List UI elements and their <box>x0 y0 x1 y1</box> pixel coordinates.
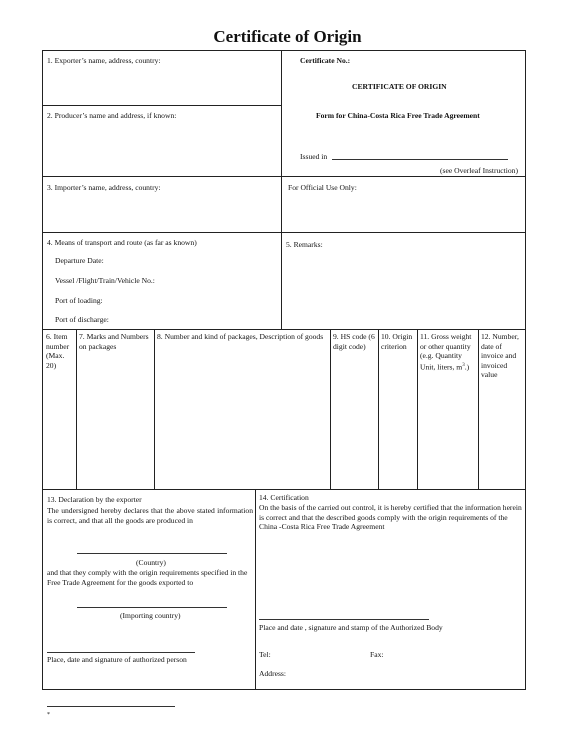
issued-in-label: Issued in <box>300 152 328 161</box>
footnote-mark: * <box>47 712 50 718</box>
col-divider-12 <box>478 329 479 489</box>
port-discharge-label: Port of discharge: <box>55 315 109 324</box>
see-overleaf-note: (see Overleaf Instruction) <box>440 166 519 175</box>
port-loading-label: Port of loading: <box>55 296 103 305</box>
certificate-no-label: Certificate No.: <box>300 56 351 65</box>
importing-country-field[interactable] <box>77 607 227 608</box>
column-11-text: 11. Gross weight or other quantity (e.g. Quantity Unit, liters, m <box>420 332 472 372</box>
address-label: Address: <box>259 669 286 678</box>
col-divider-11 <box>417 329 418 489</box>
box13-comply-text: and that they comply with the origin requirements specified in the Free Trade Agreement for the goods exported to <box>47 568 248 587</box>
box3-label: 3. Importer’s name, address, country: <box>47 183 161 192</box>
column-11-superscript: 3 <box>462 362 465 368</box>
column-6-header: 6. Item number (Max. 20) <box>46 332 70 370</box>
divider-1-2 <box>42 105 281 106</box>
authority-signature-label: Place and date , signature and stamp of the Authorized Body <box>259 623 443 632</box>
exporter-signature-label: Place, date and signature of authorized person <box>47 655 187 664</box>
form-for-label: Form for China-Costa Rica Free Trade Agreement <box>316 111 480 120</box>
issued-in-field[interactable] <box>332 159 508 160</box>
box13-label: 13. Declaration by the exporter <box>47 495 142 504</box>
column-8-header: 8. Number and kind of packages, Description of goods <box>157 332 324 341</box>
certificate-heading: CERTIFICATE OF ORIGIN <box>352 82 447 91</box>
divider-3-4 <box>42 232 526 233</box>
column-9-header: 9. HS code (6 digit code) <box>333 332 375 351</box>
authority-signature-field[interactable] <box>259 619 429 620</box>
box14-certification-text: On the basis of the carried out control, it is hereby certified that the information herein is correct and that the described goods comply with the origin requirements of the China -Costa Rica Free Trade Agreement <box>259 503 522 531</box>
box1-label: 1. Exporter’s name, address, country: <box>47 56 161 65</box>
country-field[interactable] <box>77 553 227 554</box>
vessel-label: Vessel /Flight/Train/Vehicle No.: <box>55 276 155 285</box>
footnote-rule <box>47 706 175 707</box>
col-divider-7 <box>76 329 77 489</box>
col-divider-9 <box>330 329 331 489</box>
divider-2-3 <box>42 176 526 177</box>
box4-label: 4. Means of transport and route (as far as known) <box>47 238 197 247</box>
column-10-header: 10. Origin criterion <box>381 332 413 351</box>
box13-declaration-text: The undersigned hereby declares that the above stated information is correct, and that all the goods are produced in <box>47 506 253 525</box>
column-7-header: 7. Marks and Numbers on packages <box>79 332 149 351</box>
column-12-header: 12. Number, date of invoice and invoiced value <box>481 332 519 379</box>
divider-4-6 <box>42 329 526 330</box>
importing-country-label: (Importing country) <box>120 611 181 620</box>
column-11-end: .) <box>464 362 470 372</box>
exporter-signature-field[interactable] <box>47 652 195 653</box>
box2-label: 2. Producer’s name and address, if known: <box>47 111 177 120</box>
official-use-label: For Official Use Only: <box>288 183 357 192</box>
box14-label: 14. Certification <box>259 493 309 502</box>
fax-label: Fax: <box>370 650 384 659</box>
col-divider-10 <box>378 329 379 489</box>
document-title: Certificate of Origin <box>213 27 362 46</box>
departure-date-label: Departure Date: <box>55 256 104 265</box>
country-label: (Country) <box>136 558 166 567</box>
column-11-header <box>420 332 478 372</box>
tel-label: Tel: <box>259 650 271 659</box>
col-divider-8 <box>154 329 155 489</box>
box5-label: 5. Remarks: <box>286 240 323 249</box>
divider-table-13 <box>42 489 526 490</box>
top-divider <box>281 50 282 330</box>
divider-13-14 <box>255 489 256 690</box>
